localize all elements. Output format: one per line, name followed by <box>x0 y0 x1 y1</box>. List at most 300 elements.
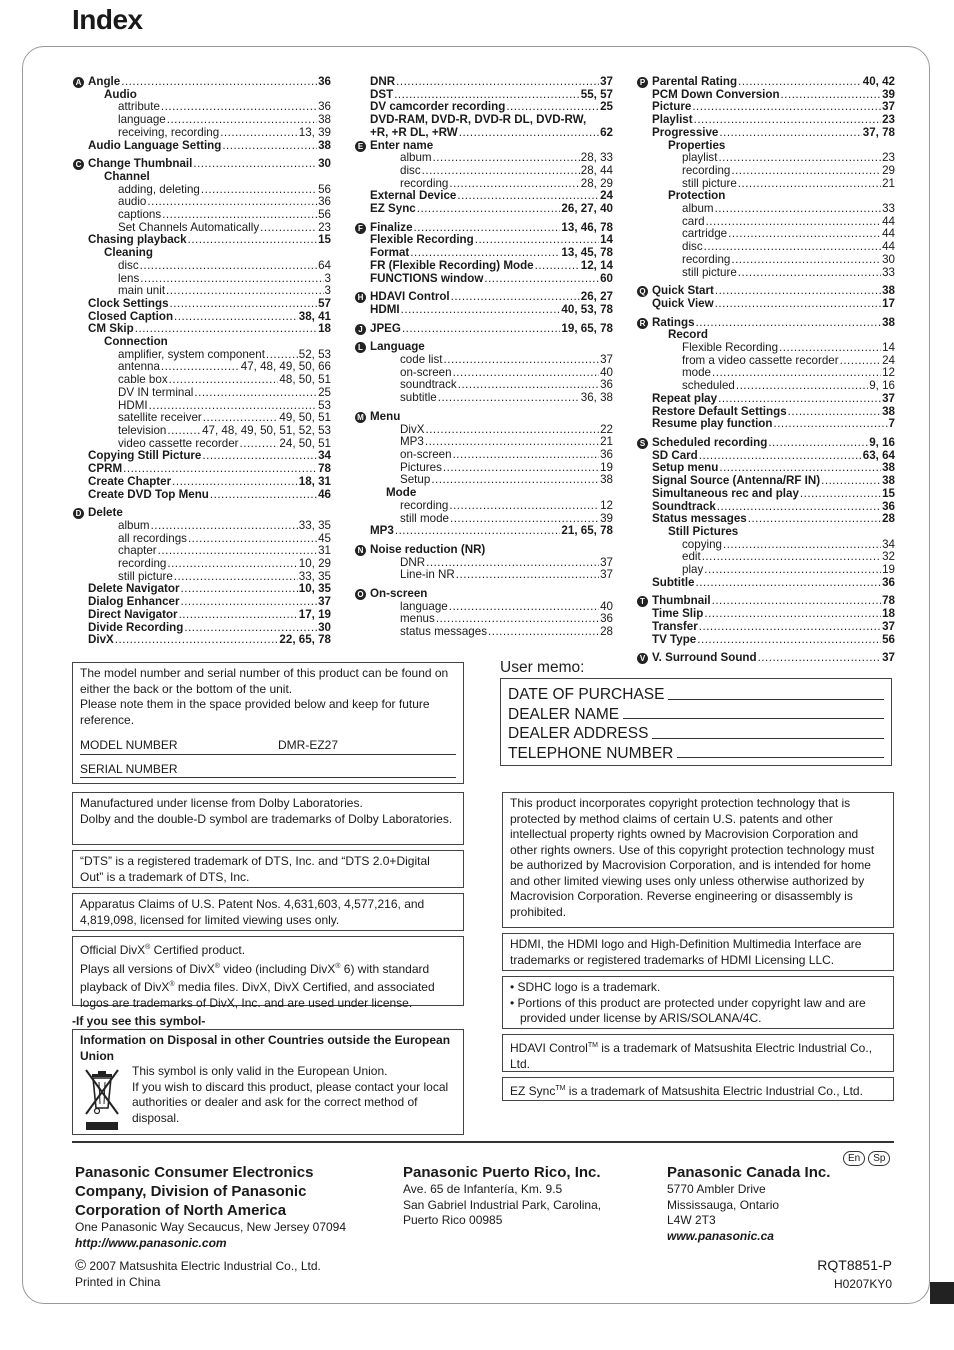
section-letter-icon: E <box>355 141 366 152</box>
index-page-ref: 18 <box>318 322 331 336</box>
index-page-ref: 37 <box>882 619 895 633</box>
index-term: still picture <box>118 569 173 583</box>
index-page-ref: 37 <box>318 595 331 609</box>
footer-divider <box>72 1141 894 1143</box>
index-page-ref: 53 <box>318 398 331 412</box>
memo-field-line[interactable] <box>623 718 884 719</box>
index-column-2 <box>357 75 613 639</box>
index-page-ref: 32 <box>882 550 895 564</box>
index-page-ref: 12 <box>882 366 895 380</box>
index-page-ref: 18 <box>882 607 895 621</box>
memo-field-row <box>508 742 884 762</box>
index-term: CM Skip <box>88 322 134 336</box>
index-entry <box>370 525 613 538</box>
serial-number-line <box>80 762 456 779</box>
section-letter-icon: J <box>355 324 366 335</box>
index-entry <box>370 76 613 89</box>
index-page-ref: 17 <box>882 296 895 310</box>
index-page-ref: 36 <box>600 612 613 626</box>
index-page-ref: 56 <box>318 208 331 222</box>
index-entry <box>358 321 613 336</box>
index-page-ref: 30 <box>318 620 331 634</box>
index-term: +R, +R DL, +RW <box>370 125 458 139</box>
index-page-ref: 13, 39 <box>298 125 331 139</box>
memo-field-label: DEALER ADDRESS <box>508 725 649 742</box>
index-page-ref: 21 <box>600 435 613 449</box>
model-box-text2: Please note them in the space provided below and keep for future reference. <box>80 697 430 727</box>
index-page-ref: 10, 29 <box>298 557 331 571</box>
index-term: Delete Navigator <box>88 582 180 596</box>
index-page-ref: 38, 41 <box>298 309 331 323</box>
us-website-link[interactable]: http://www.panasonic.com <box>75 1235 227 1250</box>
index-term: card <box>682 214 705 228</box>
section-letter-icon: V <box>637 653 648 664</box>
index-term: from a video cassette recorder <box>682 353 839 367</box>
document-code: RQT8851-P <box>817 1257 892 1273</box>
index-term: main unit <box>118 284 166 298</box>
index-term: Clock Settings <box>88 296 169 310</box>
index-term: TV Type <box>652 632 697 646</box>
disposal-text1: This symbol is only valid in the European Union. <box>132 1064 388 1078</box>
index-term: Quick View <box>652 296 714 310</box>
index-term: FUNCTIONS window <box>370 271 484 285</box>
index-term: Progressive <box>652 125 719 139</box>
index-page-ref: 25 <box>318 385 331 399</box>
index-term: HDMI <box>370 302 400 316</box>
index-term: DivX <box>400 422 425 436</box>
section-letter-icon: M <box>355 412 366 423</box>
index-term: Scheduled recording <box>652 435 768 449</box>
memo-field-row <box>508 703 884 723</box>
index-page-ref: 63, 64 <box>862 448 895 462</box>
index-page-ref: 64 <box>318 258 331 272</box>
dolby-line1: Manufactured under license from Dolby Laboratories. <box>80 796 363 810</box>
disposal-title: Information on Disposal in other Countries outside the European Union <box>80 1033 451 1063</box>
index-term: SD Card <box>652 448 698 462</box>
index-term: Quick Start <box>652 284 714 298</box>
model-serial-box <box>72 662 464 784</box>
section-letter-icon: R <box>637 318 648 329</box>
index-term: subtitle <box>400 391 437 405</box>
footer-canada <box>667 1163 887 1244</box>
index-page-ref: 25 <box>600 100 613 114</box>
index-page-ref: 7 <box>888 417 895 431</box>
section-letter-icon: C <box>73 159 84 170</box>
index-term: Protection <box>668 189 726 203</box>
index-term: Mode <box>386 486 417 500</box>
index-page-ref: 48, 50, 51 <box>279 373 331 387</box>
index-term: On-screen <box>370 587 428 601</box>
memo-field-label: DATE OF PURCHASE <box>508 686 665 703</box>
index-page-ref: 19, 65, 78 <box>561 321 613 335</box>
divx-line2: Plays all versions of DivX® video (including DivX® 6) with standard playback of DivX® media files. DivX, DivX Certified, and associated logos are trademarks of DivX, Inc. and are used under license. <box>80 961 435 1010</box>
index-term: DV IN terminal <box>118 385 194 399</box>
index-entry <box>370 626 613 639</box>
index-page-ref: 62 <box>600 125 613 139</box>
index-term: Simultaneous rec and play <box>652 486 799 500</box>
index-page-ref: 28, 44 <box>580 163 613 177</box>
section-letter-icon: P <box>637 77 648 88</box>
index-term: Still Pictures <box>668 524 739 538</box>
crossed-bin-icon <box>80 1064 132 1139</box>
index-term: Channel <box>104 169 150 183</box>
index-term: Flexible Recording <box>682 341 779 355</box>
index-term: DivX <box>88 633 114 647</box>
index-entry <box>652 577 895 590</box>
sdhc-bullet-1: • SDHC logo is a trademark. <box>510 980 661 994</box>
index-term: HDAVI Control <box>370 290 450 304</box>
index-term: Status messages <box>652 512 747 526</box>
index-entry <box>370 569 613 582</box>
index-term: language <box>400 599 448 613</box>
sdhc-bullet-2: • Portions of this product are protected under copyright law and are provided under license by ARIS/SOLANA/4C. <box>510 995 866 1025</box>
index-term: V. Surround Sound <box>652 651 757 665</box>
index-term: recording <box>400 498 449 512</box>
index-term: lens <box>118 271 140 285</box>
index-term: Change Thumbnail <box>88 157 193 171</box>
index-entry <box>88 634 331 647</box>
index-page-ref: 28, 33 <box>580 151 613 165</box>
index-term: MP3 <box>370 524 394 538</box>
index-page-ref: 57 <box>318 296 331 310</box>
index-page-ref: 37 <box>600 555 613 569</box>
index-page-ref: 34 <box>882 537 895 551</box>
index-page-ref: 56 <box>318 182 331 196</box>
index-term: edit <box>682 550 701 564</box>
index-page-ref: 3 <box>324 271 331 285</box>
pr-company-name: Panasonic Puerto Rico, Inc. <box>403 1164 601 1181</box>
index-page-ref: 12, 14 <box>580 258 613 272</box>
index-term: Time Slip <box>652 607 704 621</box>
index-term: album <box>682 202 714 216</box>
pr-address-1: Ave. 65 de Infantería, Km. 9.5 <box>403 1182 563 1196</box>
index-entry <box>639 651 895 665</box>
index-column-1 <box>75 75 331 647</box>
index-page-ref: 36 <box>318 75 331 88</box>
index-term: Playlist <box>652 113 693 127</box>
index-term: captions <box>118 208 162 222</box>
index-page-ref: 36 <box>318 100 331 114</box>
index-term: Picture <box>652 100 692 114</box>
index-term: receiving, recording <box>118 125 220 139</box>
footer-puerto-rico <box>403 1163 643 1229</box>
index-page-ref: 36 <box>318 195 331 209</box>
index-page-ref: 38 <box>882 315 895 329</box>
dts-notice <box>72 850 464 888</box>
index-page-ref: 28 <box>600 625 613 639</box>
index-page-ref: 26, 27, 40 <box>561 202 613 216</box>
index-page-ref: 22 <box>600 422 613 436</box>
index-page-ref: 60 <box>600 271 613 285</box>
section-letter-icon: F <box>355 223 366 234</box>
index-term: Transfer <box>652 619 698 633</box>
index-page-ref: 19 <box>882 563 895 577</box>
index-term: Chasing playback <box>88 233 187 247</box>
index-term: Repeat play <box>652 391 718 405</box>
index-term: Copying Still Picture <box>88 449 202 463</box>
index-page-ref: 15 <box>882 486 895 500</box>
index-page-ref: 14 <box>600 233 613 247</box>
macrovision-notice <box>502 792 894 928</box>
hdmi-text: HDMI, the HDMI logo and High-Definition Multimedia Interface are trademarks or registered trademarks of HDMI Licensing LLC. <box>510 937 862 967</box>
index-term: Setup <box>400 473 431 487</box>
index-term: Line-in NR <box>400 568 455 582</box>
index-term: Subtitle <box>652 575 695 589</box>
index-page-ref: 37 <box>600 353 613 367</box>
index-page-ref: 47, 48, 49, 50, 66 <box>240 360 331 374</box>
index-page-ref: 36 <box>600 447 613 461</box>
index-page-ref: 31 <box>318 544 331 558</box>
index-term: Connection <box>104 335 168 349</box>
index-term: play <box>682 563 704 577</box>
index-term: Restore Default Settings <box>652 404 787 418</box>
index-term: Set Channels Automatically <box>118 220 260 234</box>
index-entry <box>88 489 331 502</box>
index-term: still mode <box>400 511 449 525</box>
index-term: chapter <box>118 544 157 558</box>
index-entry <box>370 304 613 317</box>
index-page-ref: 55, 57 <box>580 87 613 101</box>
copyright: © 2007 Matsushita Electric Industrial Co., Ltd. <box>75 1257 321 1274</box>
index-page-ref: 13, 45, 78 <box>561 246 613 260</box>
index-page-ref: 38 <box>318 113 331 127</box>
index-term: DST <box>370 87 394 101</box>
index-term: FR (Flexible Recording) Mode <box>370 258 534 272</box>
index-entry <box>652 267 895 280</box>
hdavi-text: HDAVI Control™ is a trademark of Matsushita Electric Industrial Co., Ltd. <box>510 1041 873 1071</box>
index-page-ref: 36, 38 <box>580 391 613 405</box>
index-page-ref: 37 <box>882 100 895 114</box>
memo-field-label: DEALER NAME <box>508 705 620 723</box>
index-page-ref: 38 <box>882 461 895 475</box>
ca-company-name: Panasonic Canada Inc. <box>667 1164 831 1181</box>
model-number-line <box>80 738 456 755</box>
index-term: on-screen <box>400 447 452 461</box>
index-page-ref: 21, 65, 78 <box>561 524 613 538</box>
index-term: Angle <box>88 75 121 88</box>
index-page-ref: 9, 16 <box>869 379 895 393</box>
memo-field-line[interactable] <box>677 757 884 758</box>
index-page-ref: 33 <box>882 202 895 216</box>
index-term: Create Chapter <box>88 474 172 488</box>
ca-address-3: L4W 2T3 <box>667 1213 716 1227</box>
index-term: Audio <box>104 87 137 101</box>
footer-us <box>75 1163 375 1290</box>
section-letter-icon: D <box>73 508 84 519</box>
index-term: status messages <box>400 625 487 639</box>
pr-address-3: Puerto Rico 00985 <box>403 1213 503 1227</box>
index-term: recording <box>682 163 731 177</box>
index-column-3 <box>639 75 895 665</box>
index-page-ref: 38 <box>882 404 895 418</box>
index-page-ref: 44 <box>882 240 895 254</box>
index-term: Finalize <box>370 220 413 234</box>
index-term: copying <box>682 537 722 551</box>
us-address: One Panasonic Way Secaucus, New Jersey 07094 <box>75 1220 347 1234</box>
index-term: Properties <box>668 138 726 152</box>
serial-number-label: SERIAL NUMBER <box>80 761 178 776</box>
index-page-ref: 28, 29 <box>580 176 613 190</box>
index-term: on-screen <box>400 365 452 379</box>
index-page-ref: 18, 31 <box>298 474 331 488</box>
index-page-ref: 36 <box>882 575 895 589</box>
index-term: Format <box>370 246 410 260</box>
index-term: DVD-RAM, DVD-R, DVD-R DL, DVD-RW, <box>370 113 587 127</box>
document-code-2: H0207KY0 <box>833 1277 892 1291</box>
index-term: album <box>118 518 150 532</box>
index-term: disc <box>118 258 139 272</box>
patent-notice <box>72 893 464 931</box>
index-term: cable box <box>118 373 168 387</box>
index-term: scheduled <box>682 379 735 393</box>
index-term: satellite receiver <box>118 411 202 425</box>
index-page-ref: 34 <box>318 449 331 463</box>
index-term: Setup menu <box>652 461 719 475</box>
index-term: EZ Sync <box>370 202 416 216</box>
index-term: Soundtrack <box>652 499 716 513</box>
hdmi-notice <box>502 933 894 971</box>
index-page-ref: 23 <box>882 113 895 127</box>
index-term: Pictures <box>400 460 442 474</box>
index-term: Cleaning <box>104 246 153 260</box>
index-term: disc <box>682 240 703 254</box>
index-term: Delete <box>88 506 123 520</box>
section-letter-icon: T <box>637 596 648 607</box>
index-page-ref: 29 <box>882 163 895 177</box>
divx-line1: Official DivX® Certified product. <box>80 943 246 957</box>
index-term: Closed Caption <box>88 309 174 323</box>
index-page-ref: 14 <box>882 341 895 355</box>
macrovision-text: This product incorporates copyright protection technology that is protected by method claims of certain U.S. patents and other intellectual property rights owned by Macrovision Corporation and other rights owners. Use of this copyright protection technology must be authorized by Macrovision Corporation, and is intended for home and other limited viewing uses only unless otherwise authorized by Macrovision Corporation. Reverse engineering or disassembly is prohibited. <box>510 796 875 919</box>
index-entry <box>652 298 895 311</box>
index-term: antenna <box>118 360 160 374</box>
index-term: JPEG <box>370 321 401 335</box>
index-term: recording <box>118 557 167 571</box>
index-page-ref: 36 <box>600 378 613 392</box>
index-term: Ratings <box>652 315 695 329</box>
index-term: cartridge <box>682 227 728 241</box>
index-term: Noise reduction (NR) <box>370 542 486 556</box>
index-term: MP3 <box>400 435 424 449</box>
index-page-ref: 40, 53, 78 <box>561 302 613 316</box>
index-term: attribute <box>118 100 160 114</box>
index-term: language <box>118 113 166 127</box>
disposal-notice <box>72 1029 464 1135</box>
model-number-value: DMR-EZ27 <box>278 738 339 752</box>
index-page-ref: 38 <box>882 284 895 298</box>
index-term: Divide Recording <box>88 620 184 634</box>
index-page-ref: 24 <box>882 353 895 367</box>
section-letter-icon: O <box>355 589 366 600</box>
index-term: Direct Navigator <box>88 607 178 621</box>
index-term: album <box>400 151 432 165</box>
index-page-ref: 37 <box>600 568 613 582</box>
index-term: Language <box>370 340 425 354</box>
index-term: DNR <box>370 75 396 88</box>
divx-notice <box>72 936 464 1010</box>
hdavi-notice <box>502 1034 894 1072</box>
sdhc-notice <box>502 976 894 1029</box>
index-page-ref: 49, 50, 51 <box>279 411 331 425</box>
index-page-ref: 52, 53 <box>298 347 331 361</box>
index-page-ref: 30 <box>318 157 331 171</box>
index-term: amplifier, system component <box>118 347 265 361</box>
index-term: Flexible Recording <box>370 233 474 247</box>
index-entry <box>652 418 895 431</box>
index-term: HDMI <box>118 398 148 412</box>
index-page-ref: 21 <box>882 176 895 190</box>
index-term: recording <box>682 252 731 266</box>
memo-field-row <box>508 683 884 703</box>
printed-in: Printed in China <box>75 1274 161 1289</box>
symbol-heading: -If you see this symbol- <box>72 1014 206 1028</box>
index-page-ref: 46 <box>318 487 331 501</box>
index-page-ref: 39 <box>600 511 613 525</box>
section-letter-icon: Q <box>637 286 648 297</box>
index-page-ref: 10, 35 <box>298 582 331 596</box>
index-page-ref: 78 <box>318 462 331 476</box>
memo-field-line[interactable] <box>668 699 884 700</box>
index-entry <box>370 392 613 405</box>
index-entry <box>652 634 895 647</box>
index-term: CPRM <box>88 462 123 476</box>
index-term: Parental Rating <box>652 75 738 88</box>
index-term: adding, deleting <box>118 182 200 196</box>
index-page-ref: 37 <box>882 651 895 665</box>
index-page-ref: 19 <box>600 460 613 474</box>
index-page-ref: 28 <box>882 512 895 526</box>
ezsync-notice <box>502 1077 894 1101</box>
dolby-line2: Dolby and the double-D symbol are trademarks of Dolby Laboratories. <box>80 811 453 826</box>
index-page-ref: 9, 16 <box>869 435 895 449</box>
index-page-ref: 15 <box>318 233 331 247</box>
index-term: Create DVD Top Menu <box>88 487 209 501</box>
index-term: menus <box>400 612 435 626</box>
page-title: Index <box>72 4 143 35</box>
index-page-ref: 40 <box>600 599 613 613</box>
index-page-ref: 22, 65, 78 <box>279 633 331 647</box>
ca-address-2: Mississauga, Ontario <box>667 1197 780 1212</box>
ca-address-1: 5770 Ambler Drive <box>667 1182 766 1196</box>
index-page-ref: 24 <box>600 189 613 203</box>
index-entry <box>88 140 331 153</box>
model-number-label: MODEL NUMBER <box>80 738 178 752</box>
us-company-name: Panasonic Consumer Electronics Company, Division of Panasonic Corporation of North America <box>75 1164 314 1219</box>
index-page-ref: 30 <box>882 252 895 266</box>
index-term: code list <box>400 353 443 367</box>
ca-website-link[interactable]: www.panasonic.ca <box>667 1228 774 1243</box>
index-page-ref: 56 <box>882 632 895 646</box>
index-page-ref: 47, 48, 49, 50, 51, 52, 53 <box>202 423 331 437</box>
index-page-ref: 78 <box>882 594 895 608</box>
index-page-ref: 23 <box>882 151 895 165</box>
dts-text: “DTS” is a registered trademark of DTS, Inc. and “DTS 2.0+Digital Out” is a trademark of DTS, Inc. <box>80 854 430 884</box>
section-letter-icon: A <box>73 77 84 88</box>
index-entry <box>370 203 613 216</box>
index-term: Resume play function <box>652 417 773 431</box>
user-memo-box <box>500 678 892 766</box>
index-page-ref: 38 <box>600 473 613 487</box>
index-page-ref: 38 <box>882 474 895 488</box>
index-term: soundtrack <box>400 378 457 392</box>
disposal-text2: If you wish to discard this product, please contact your local authorities or dealer and ask for the correct method of disposal. <box>132 1079 449 1125</box>
index-term: audio <box>118 195 147 209</box>
memo-field-line[interactable] <box>652 738 884 739</box>
index-term: Menu <box>370 409 401 423</box>
index-term: recording <box>400 176 449 190</box>
index-entry <box>88 450 331 463</box>
index-page-ref: 33, 35 <box>298 518 331 532</box>
